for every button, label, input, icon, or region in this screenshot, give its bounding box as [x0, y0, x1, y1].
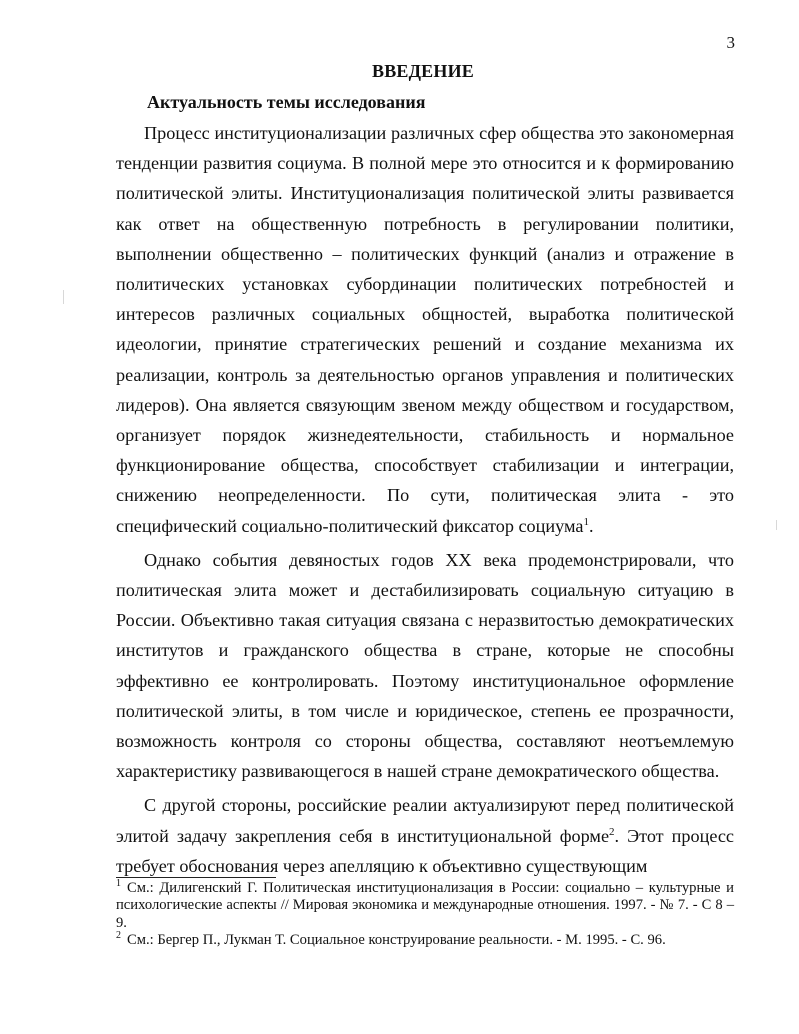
paragraph: [116, 545, 734, 787]
section-heading: ВВЕДЕНИЕ: [371, 61, 474, 81]
paragraph: [116, 790, 734, 881]
paragraph-text: С другой стороны, российские реалии актуализируют перед политической элитой задачу закрепления себя в институциональной форме: [116, 795, 734, 846]
subsection-heading: Актуальность темы исследования: [147, 92, 426, 112]
body-text: [116, 118, 734, 881]
footnote-text: См.: Бергер П., Лукман Т. Социальное конструирование реальности. - М. 1995. - С. 96.: [127, 932, 666, 949]
footnote-text: См.: Дилигенский Г. Политическая институционализация в России: социально – культурные и психологические аспекты // Мировая экономика и международные отношения. 1997. - № 7. - С 8 – 9.: [116, 880, 734, 931]
scan-artifact: [776, 520, 777, 530]
footnote: [116, 932, 734, 949]
paragraph-text: Процесс институционализации различных сфер общества это закономерная тенденции развития социума. В полной мере это относится и к формированию политической элиты. Институционализация политической элиты развивается как ответ на общественную потребность в регулировании политики, выполнении общественно – политических функций (анализ и отражение в политических установках субординации политических потребностей и интересов различных социальных общностей, выработка политической идеологии, принятие стратегических решений и создание механизма их реализации, контроль за деятельностью органов управления и политических лидеров). Она является связующим звеном между обществом и государством, организует порядок жизнедеятельности, стабильность и нормальное функционирование общества, способствует стабилизации и интеграции, снижению неопределенности. По сути, политическая элита - это специфический социально-политический фиксатор социума: [116, 123, 734, 536]
footnote-reference[interactable]: 2: [609, 825, 615, 838]
footnote-reference[interactable]: 1: [583, 515, 589, 528]
paragraph-tail: . Этот процесс требует обоснования через апелляцию к объективно существующим: [116, 825, 734, 876]
page-number: 3: [726, 33, 735, 52]
footnote-marker: 2: [116, 930, 121, 942]
scan-artifact: [63, 290, 64, 304]
footnote-divider: [116, 877, 276, 878]
footnote: [116, 880, 734, 932]
footnotes: [116, 880, 734, 950]
paragraph-tail: .: [588, 515, 594, 536]
paragraph-text: Однако события девяностых годов XX века продемонстрировали, что политическая элита может и дестабилизировать социальную ситуацию в России. Объективно такая ситуация связана с неразвитостью демократических институтов и гражданского общества в стране, которые не способны эффективно ее контролировать. Поэтому институциональное оформление политической элиты, в том числе и юридическое, степень ее прозрачности, возможность контроля со стороны общества, составляют неотъемлемую характеристику развивающегося в нашей стране демократического общества.: [116, 549, 734, 782]
paragraph: [116, 118, 734, 541]
footnote-marker: 1: [116, 878, 121, 890]
